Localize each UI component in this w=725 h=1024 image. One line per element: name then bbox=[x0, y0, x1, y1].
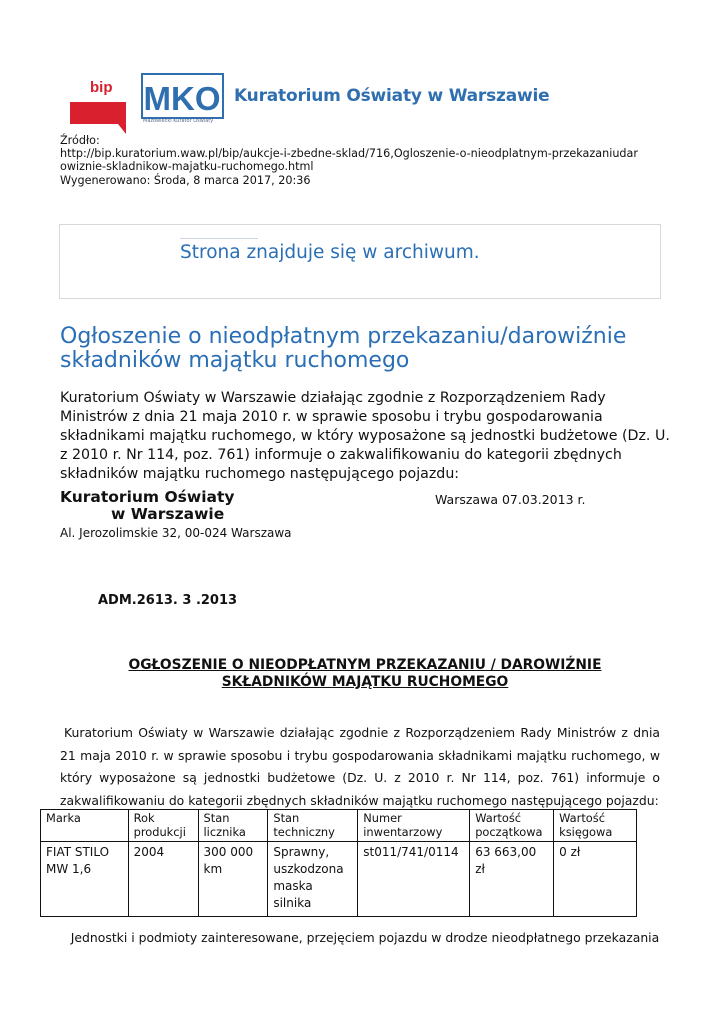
table-header: Marka bbox=[41, 810, 129, 842]
table-cell: st011/741/0114 bbox=[358, 842, 470, 917]
letter-signature: ADM.2613. 3 .2013 bbox=[98, 593, 238, 608]
table-header: Wartość początkowa bbox=[470, 810, 554, 842]
table-cell: 63 663,00 zł bbox=[470, 842, 554, 917]
mko-logo-text: MKO bbox=[143, 80, 221, 117]
source-meta bbox=[60, 134, 670, 187]
source-url-line1[interactable]: http://bip.kuratorium.waw.pl/bip/aukcje-i-zbedne-sklad/716,Ogloszenie-o-nieodplatnym-przekazaniudar bbox=[60, 147, 638, 161]
table-cell: 0 zł bbox=[554, 842, 637, 917]
mko-subtitle: Mazowiecki Kurator Oświaty bbox=[143, 118, 214, 124]
page-title-line1: Ogłoszenie o nieodpłatnym przekazaniu/darowiźnie bbox=[60, 324, 627, 349]
intro-paragraph: Kuratorium Oświaty w Warszawie działając zgodnie z Rozporządzeniem Rady Ministrów z dnia 21 maja 2010 r. w sprawie sposobu i trybu gospodarowania składnikami majątku ruchomego, w który wyposażone są jednostki budżetowe (Dz. U. z 2010 r. Nr 114, poz. 761) informuje o zakwalifikowaniu do kategorii zbędnych składników majątku ruchomego następującego pojazdu: bbox=[60, 390, 670, 482]
table-cell: 2004 bbox=[128, 842, 198, 917]
letter-body bbox=[60, 722, 660, 812]
letter-org-line2: w Warszawie bbox=[111, 505, 225, 523]
bip-logo-text: bip bbox=[90, 79, 113, 96]
archive-divider bbox=[180, 238, 258, 239]
table-cell: Sprawny, uszkodzona maska silnika bbox=[268, 842, 358, 917]
letter-address: Al. Jerozolimskie 32, 00-024 Warszawa bbox=[60, 526, 292, 540]
source-url-line2[interactable]: owiznie-skladnikow-majatku-ruchomego.html bbox=[60, 160, 314, 174]
page-title bbox=[60, 325, 670, 373]
letter-org bbox=[60, 489, 234, 523]
table-header: Rok produkcji bbox=[128, 810, 198, 842]
announcement-line2: SKŁADNIKÓW MAJĄTKU RUCHOMEGO bbox=[221, 674, 509, 690]
org-title: Kuratorium Oświaty w Warszawie bbox=[234, 86, 550, 106]
page-title-line2: składników majątku ruchomego bbox=[60, 348, 410, 373]
closing-text: Jednostki i podmioty zainteresowane, przejęciem pojazdu w drodze nieodpłatnego przekazania bbox=[70, 930, 660, 945]
letter-date: Warszawa 07.03.2013 r. bbox=[435, 492, 586, 507]
letter-body-text: Kuratorium Oświaty w Warszawie działając zgodnie z Rozporządzeniem Rady Ministrów z dnia 21 maja 2010 r. w sprawie sposobu i trybu gospodarowania składnikami majątku ruchomego, w który wyposażone są jednostki budżetowe (Dz. U. z 2010 r. Nr 114, poz. 761) informuje o zakwalifikowaniu do kategorii zbędnych składników majątku ruchomego następującego pojazdu: bbox=[60, 725, 660, 808]
table-cell: 300 000 km bbox=[198, 842, 268, 917]
bip-logo-red bbox=[70, 102, 126, 134]
letter-org-line1: Kuratorium Oświaty bbox=[60, 488, 235, 506]
source-label: Źródło: bbox=[60, 134, 100, 147]
table-cell: FIAT STILO MW 1,6 bbox=[41, 842, 129, 917]
table-header: Numer inwentarzowy bbox=[358, 810, 470, 842]
announcement-heading bbox=[60, 657, 670, 691]
table-header: Stan techniczny bbox=[268, 810, 358, 842]
generated-date: Wygenerowano: Środa, 8 marca 2017, 20:36 bbox=[60, 173, 311, 187]
table-header: Stan licznika bbox=[198, 810, 268, 842]
bip-logo bbox=[70, 72, 128, 136]
announcement-line1: OGŁOSZENIE O NIEODPŁATNYM PRZEKAZANIU / DAROWIŹNIE bbox=[128, 657, 602, 673]
vehicle-table bbox=[40, 809, 637, 917]
table-header-row bbox=[41, 810, 637, 842]
archive-notice: Strona znajduje się w archiwum. bbox=[180, 242, 480, 263]
table-row bbox=[41, 842, 637, 917]
table-header: Wartość księgowa bbox=[554, 810, 637, 842]
